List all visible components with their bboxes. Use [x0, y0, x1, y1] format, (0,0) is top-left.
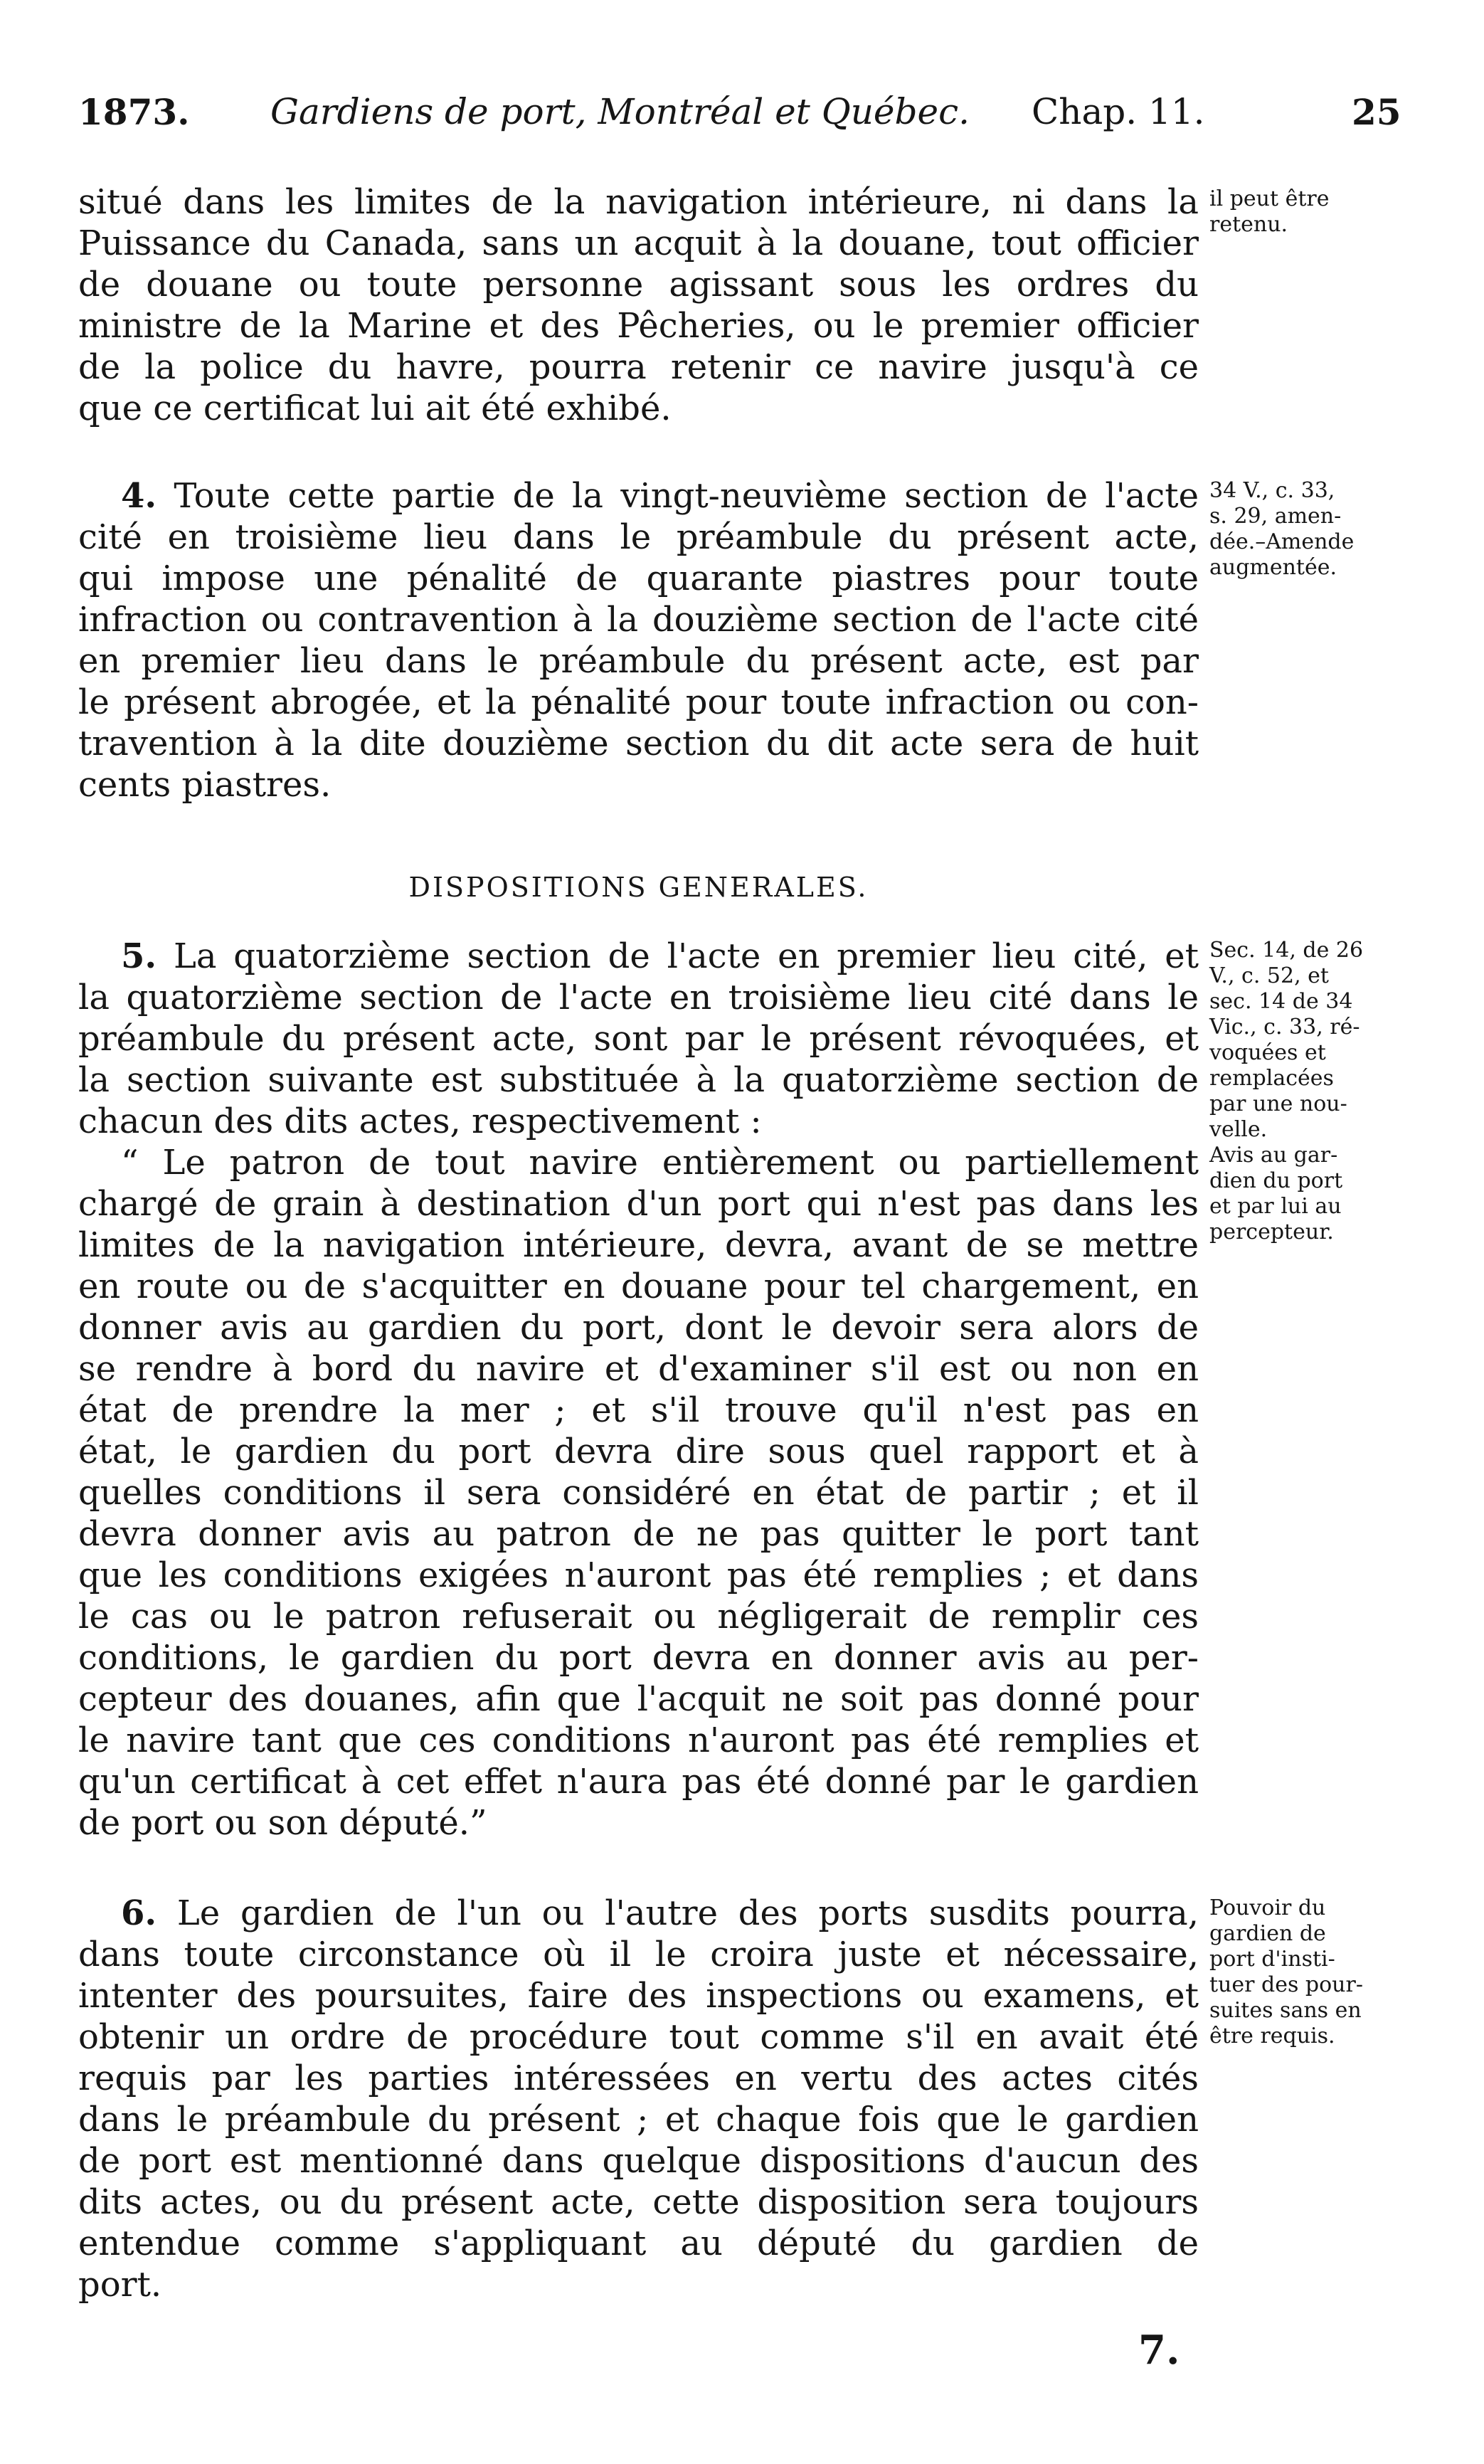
note-line: par une nou-: [1209, 1091, 1347, 1116]
text-line: cepteur des douanes, afin que l'acquit ne soit pas donné pour: [78, 1679, 1199, 1719]
text-line: devra donner avis au patron de ne pas quitter le port tant: [78, 1514, 1199, 1554]
note-line: il peut être: [1209, 186, 1330, 211]
text-line: requis par les parties intéressées en vertu des actes cités: [78, 2058, 1199, 2098]
note-line: être requis.: [1209, 2024, 1335, 2048]
text-line: de la police du havre, pourra retenir ce navire jusqu'à ce: [78, 347, 1199, 387]
note-line: Pouvoir du: [1209, 1895, 1326, 1920]
note-line: percepteur.: [1209, 1220, 1334, 1244]
text-line: dans le préambule du présent ; et chaque fois que le gardien: [78, 2100, 1199, 2140]
text-line: cité en troisième lieu dans le préambule du présent acte,: [78, 517, 1199, 557]
note-line: remplacées: [1209, 1066, 1334, 1091]
text-line: de port est mentionné dans quelque dispositions d'aucun des: [78, 2141, 1199, 2181]
text-line: préambule du présent acte, sont par le présent révoquées, et: [78, 1019, 1199, 1059]
text-line: intenter des poursuites, faire des inspections ou examens, et: [78, 1976, 1199, 2016]
margin-note-section-6: [1209, 1895, 1423, 2049]
note-line: Avis au gar-: [1209, 1143, 1338, 1168]
text-line: entendue comme s'appliquant au député du gardien de: [78, 2224, 1199, 2263]
text-line: que ce certificat lui ait été exhibé.: [78, 388, 672, 428]
text-line: le navire tant que ces conditions n'auront pas été remplies et: [78, 1720, 1199, 1760]
note-line: dien du port: [1209, 1168, 1343, 1193]
section-5: [78, 936, 1199, 1844]
note-line: tuer des pour-: [1209, 1972, 1363, 1997]
text-line: le cas ou le patron refuserait ou négligerait de remplir ces: [78, 1597, 1199, 1637]
text-line: 4. Toute cette partie de la vingt-neuvième section de l'acte: [121, 476, 1199, 516]
note-line: gardien de: [1209, 1921, 1326, 1946]
note-line: Sec. 14, de 26: [1209, 938, 1364, 963]
note-line: port d'insti-: [1209, 1947, 1335, 1972]
note-line: dée.–Amende: [1209, 529, 1355, 554]
text-line: que les conditions exigées n'auront pas été remplies ; et dans: [78, 1555, 1199, 1595]
text-line: infraction ou contravention à la douzième section de l'acte cité: [78, 600, 1199, 640]
page-number: 25: [1352, 91, 1401, 133]
note-line: sec. 14 de 34: [1209, 989, 1353, 1014]
text-line: Puissance du Canada, sans un acquit à la douane, tout officier: [78, 223, 1199, 263]
text-line: état, le gardien du port devra dire sous quel rapport et à: [78, 1432, 1199, 1471]
text-line: se rendre à bord du navire et d'examiner s'il est ou non en: [78, 1349, 1199, 1389]
section-number: 6.: [121, 1893, 157, 1933]
text-line: en premier lieu dans le préambule du présent acte, est par: [78, 641, 1199, 681]
text-line: dits actes, ou du présent acte, cette disposition sera toujours: [78, 2182, 1199, 2222]
note-line: retenu.: [1209, 212, 1288, 237]
text-line: conditions, le gardien du port devra en donner avis au per-: [78, 1638, 1199, 1678]
paragraph-intro: [78, 181, 1199, 429]
margin-note-section-5: [1209, 938, 1423, 1245]
text-line: “ Le patron de tout navire entièrement ou partiellement: [121, 1143, 1199, 1183]
text-line: 6. Le gardien de l'un ou l'autre des ports susdits pourra,: [121, 1893, 1199, 1933]
note-line: s. 29, amen-: [1209, 504, 1342, 529]
text-line: travention à la dite douzième section du dit acte sera de huit: [78, 724, 1199, 763]
text-line: situé dans les limites de la navigation intérieure, ni dans la: [78, 182, 1199, 222]
section-6: [78, 1893, 1199, 2305]
header-chapter: Chap. 11.: [1032, 91, 1205, 132]
note-line: Vic., c. 33, ré-: [1209, 1015, 1360, 1040]
section-number: 4.: [121, 476, 157, 516]
note-line: V., c. 52, et: [1209, 963, 1329, 988]
note-line: 34 V., c. 33,: [1209, 478, 1335, 503]
note-line: et par lui au: [1209, 1194, 1342, 1219]
signature-mark: 7.: [1138, 2327, 1180, 2374]
text-line: limites de la navigation intérieure, devra, avant de se mettre: [78, 1225, 1199, 1265]
text-line: chargé de grain à destination d'un port qui n'est pas dans les: [78, 1184, 1199, 1224]
text-line: dans toute circonstance où il le croira juste et nécessaire,: [78, 1935, 1199, 1974]
margin-note-intro: [1209, 186, 1423, 238]
text-line: de port ou son député.”: [78, 1803, 487, 1843]
note-line: suites sans en: [1209, 1998, 1362, 2023]
note-line: voquées et: [1209, 1040, 1326, 1065]
text-line: la section suivante est substituée à la quatorzième section de: [78, 1060, 1199, 1100]
text-line: donner avis au gardien du port, dont le devoir sera alors de: [78, 1308, 1199, 1348]
text-line: la quatorzième section de l'acte en troisième lieu cité dans le: [78, 978, 1199, 1017]
section-4: [78, 475, 1199, 805]
text-line: le présent abrogée, et la pénalité pour toute infraction ou con-: [78, 682, 1199, 722]
text-line: 5. La quatorzième section de l'acte en premier lieu cité, et: [121, 936, 1199, 976]
note-line: augmentée.: [1209, 555, 1337, 580]
text-line: ministre de la Marine et des Pêcheries, ou le premier officier: [78, 306, 1199, 346]
section-heading: DISPOSITIONS GENERALES.: [408, 872, 869, 903]
text-line: en route ou de s'acquitter en douane pour tel chargement, en: [78, 1267, 1199, 1306]
text-line: de douane ou toute personne agissant sous les ordres du: [78, 265, 1199, 305]
text-line: port.: [78, 2265, 162, 2305]
text-line: cents piastres.: [78, 765, 332, 805]
header-year: 1873.: [78, 91, 190, 133]
section-number: 5.: [121, 936, 157, 976]
note-line: velle.: [1209, 1117, 1268, 1142]
text-line: chacun des dits actes, respectivement :: [78, 1101, 762, 1141]
text-line: obtenir un ordre de procédure tout comme s'il en avait été: [78, 2017, 1199, 2057]
text-line: quelles conditions il sera considéré en état de partir ; et il: [78, 1473, 1199, 1513]
running-header: [78, 91, 1416, 141]
margin-note-section-4: [1209, 478, 1423, 581]
header-title: Gardiens de port, Montréal et Québec.: [270, 91, 970, 132]
text-line: qui impose une pénalité de quarante piastres pour toute: [78, 559, 1199, 598]
text-line: qu'un certificat à cet effet n'aura pas été donné par le gardien: [78, 1762, 1199, 1802]
text-line: état de prendre la mer ; et s'il trouve qu'il n'est pas en: [78, 1390, 1199, 1430]
